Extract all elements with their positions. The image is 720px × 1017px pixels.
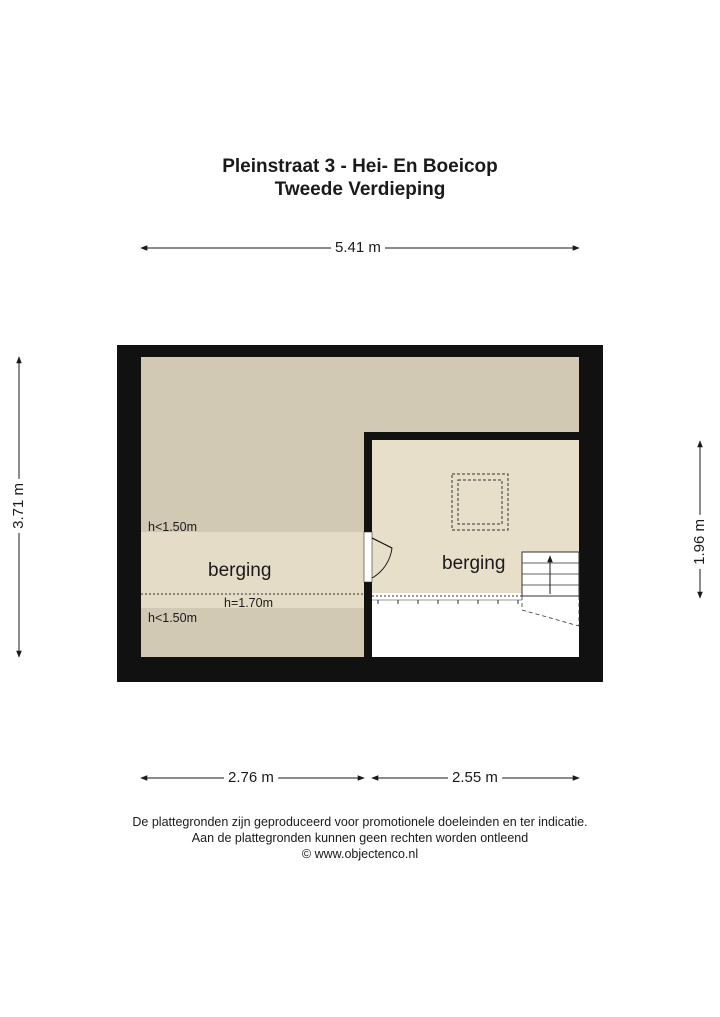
door-opening (364, 532, 372, 582)
disclaimer-copyright: © www.objectenco.nl (301, 847, 419, 861)
disclaimer-line-2: Aan de plattegronden kunnen geen rechten worden ontleend (191, 831, 529, 845)
dim-top-width: 5.41 m (331, 239, 385, 257)
dim-right-height: 1.96 m (691, 515, 709, 569)
disclaimer-line-1: De plattegronden zijn geproduceerd voor promotionele doeleinden en ter indicatie. (132, 815, 588, 829)
room-label-left: berging (208, 560, 272, 581)
plan-title: Pleinstraat 3 - Hei- En Boeicop (222, 156, 498, 177)
disclaimer (0, 814, 720, 862)
right-room-open-area (372, 593, 579, 657)
dim-bottom-right: 2.55 m (448, 769, 502, 787)
height-label-bottom: h<1.50m (148, 611, 197, 625)
height-label-top: h<1.50m (148, 520, 197, 534)
room-label-right: berging (442, 553, 506, 574)
dim-left-height: 3.71 m (10, 479, 28, 533)
height-label-mid: h=1.70m (224, 596, 273, 610)
plan-subtitle: Tweede Verdieping (274, 179, 446, 200)
dim-bottom-left: 2.76 m (224, 769, 278, 787)
